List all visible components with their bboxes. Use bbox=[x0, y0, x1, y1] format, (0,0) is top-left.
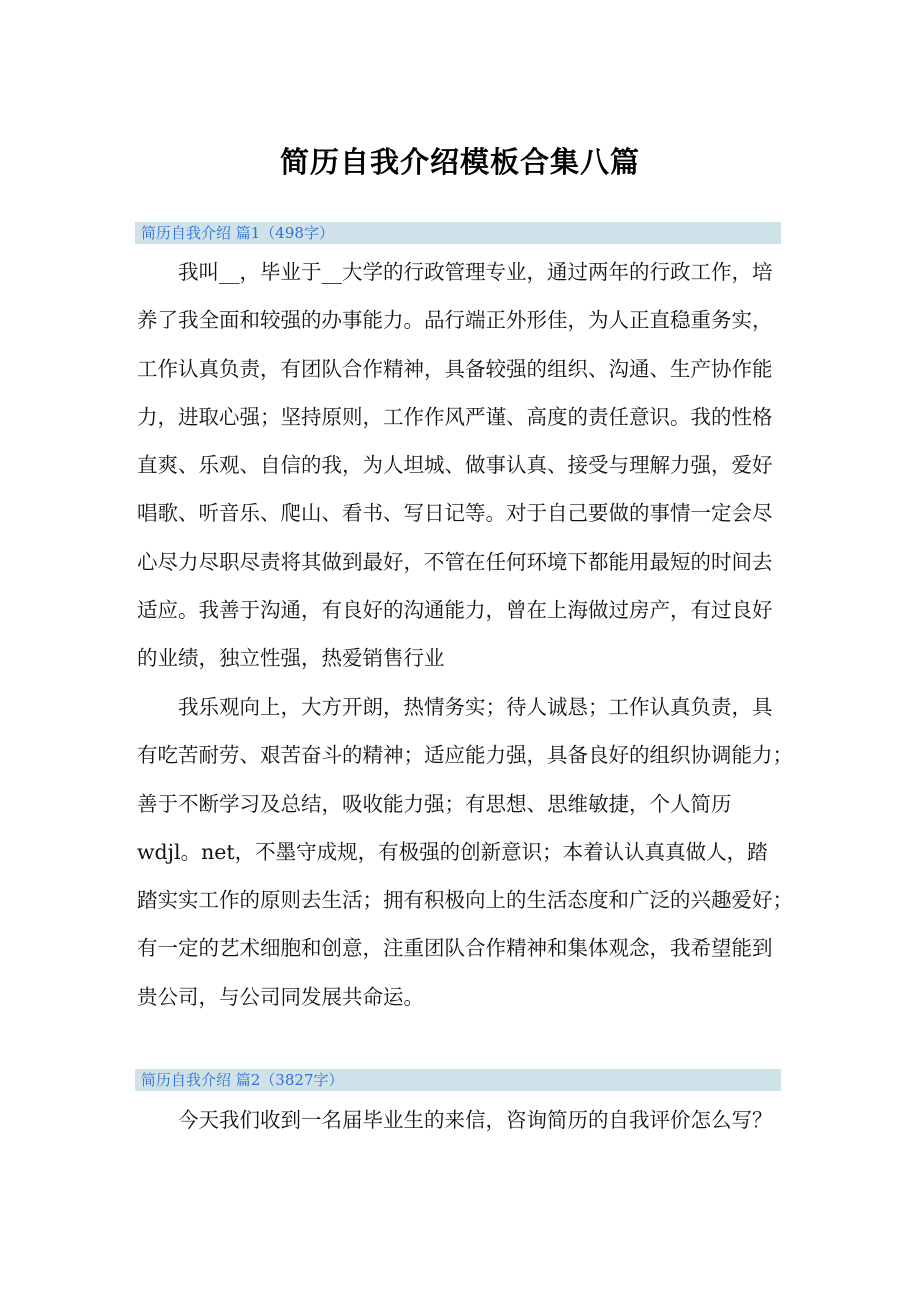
section-heading-2: 简历自我介绍 篇2（3827字） bbox=[135, 1069, 781, 1091]
paragraph-line: 唱歌、听音乐、爬山、看书、写日记等。对于自己要做的事情一定会尽 bbox=[137, 501, 773, 526]
paragraph-line: 力，进取心强；坚持原则，工作作风严谨、高度的责任意识。我的性格 bbox=[137, 404, 773, 429]
paragraph-line: 我叫__，毕业于__大学的行政管理专业，通过两年的行政工作，培 bbox=[178, 260, 773, 284]
paragraph-line: 工作认真负责，有团队合作精神，具备较强的组织、沟通、生产协作能 bbox=[137, 356, 773, 381]
section-1-paragraph-1 bbox=[137, 248, 785, 683]
paragraph-line: 心尽力尽职尽责将其做到最好，不管在任何环境下都能用最短的时间去 bbox=[137, 549, 773, 574]
paragraph-line: 踏实实工作的原则去生活；拥有积极向上的生活态度和广泛的兴趣爱好； bbox=[137, 888, 793, 913]
paragraph-line: 今天我们收到一名届毕业生的来信，咨询简历的自我评价怎么写？ bbox=[178, 1108, 773, 1132]
section-1-paragraph-2 bbox=[137, 683, 793, 1021]
paragraph-line: 有一定的艺术细胞和创意，注重团队合作精神和集体观念，我希望能到 bbox=[137, 936, 773, 961]
paragraph-line: 直爽、乐观、自信的我，为人坦城、做事认真、接受与理解力强，爱好 bbox=[137, 453, 773, 478]
paragraph-line: 适应。我善于沟通，有良好的沟通能力，曾在上海做过房产，有过良好 bbox=[137, 598, 773, 623]
paragraph-line: 贵公司，与公司同发展共命运。 bbox=[137, 984, 424, 1009]
paragraph-line: 有吃苦耐劳、艰苦奋斗的精神；适应能力强，具备良好的组织协调能力； bbox=[137, 743, 793, 768]
paragraph-line: wdjl。net，不墨守成规，有极强的创新意识；本着认认真真做人，踏 bbox=[137, 839, 768, 864]
paragraph-line: 我乐观向上，大方开朗，热情务实；待人诚恳；工作认真负责，具 bbox=[178, 695, 773, 719]
document-title: 简历自我介绍模板合集八篇 bbox=[279, 145, 640, 179]
paragraph-line: 善于不断学习及总结，吸收能力强；有思想、思维敏捷，个人简历 bbox=[137, 791, 732, 816]
section-2-paragraph-1 bbox=[137, 1096, 785, 1144]
section-heading-1: 简历自我介绍 篇1（498字） bbox=[135, 222, 781, 244]
paragraph-line: 养了我全面和较强的办事能力。品行端正外形佳，为人正直稳重务实， bbox=[137, 308, 773, 333]
paragraph-line: 的业绩，独立性强，热爱销售行业 bbox=[137, 646, 445, 671]
